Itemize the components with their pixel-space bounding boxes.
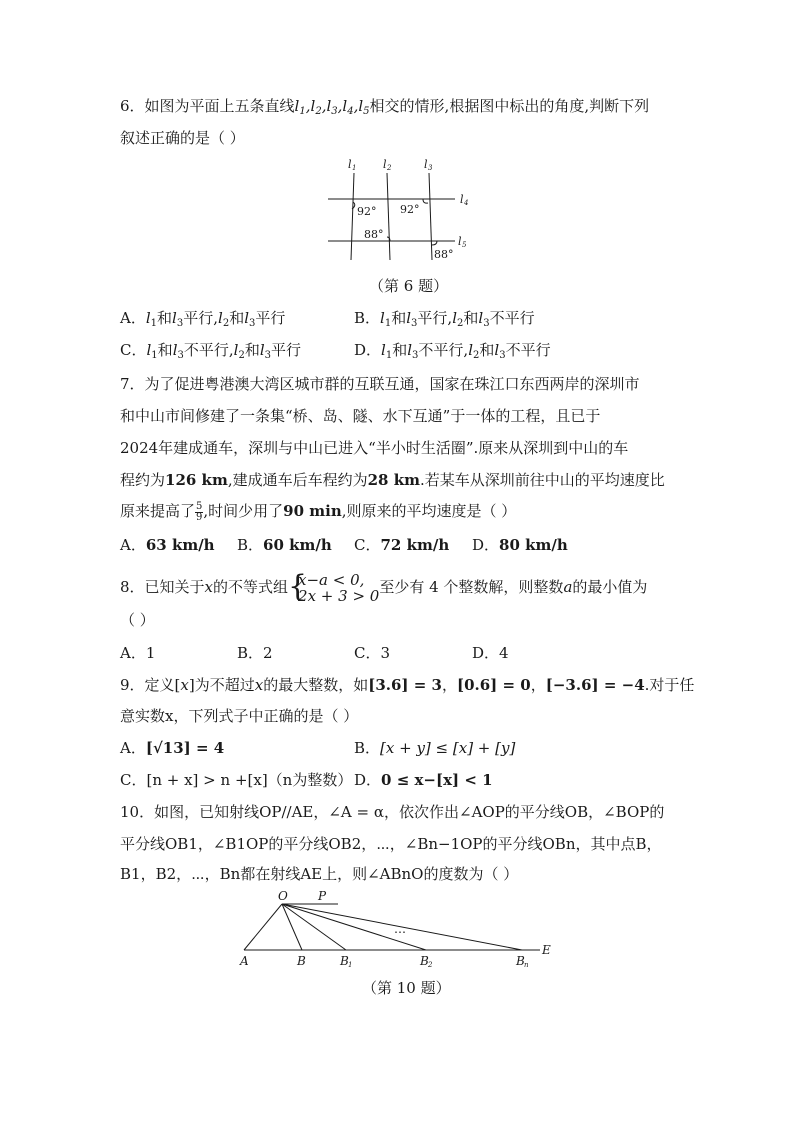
svg-text:1: 1: [352, 164, 357, 172]
q6-label-l4: l: [460, 193, 464, 206]
q10-label-b2: B: [420, 954, 429, 968]
q6-angle-2: 92°: [400, 203, 420, 216]
q9-option-b: B．[x + y] ≤ [x] + [y]: [354, 739, 516, 757]
q6-figure: [320, 155, 480, 267]
q9-example-1: [3.6] = 3: [368, 676, 442, 694]
svg-text:4: 4: [464, 199, 469, 207]
q8-option-d: D．4: [472, 644, 509, 662]
q6-lines-list: $l_1,l_2,l_3,l_4,l_5$: [294, 97, 370, 117]
q10-figure: [230, 888, 570, 970]
q7-option-a: A．63 km/h: [120, 536, 215, 554]
q7-distance-new: 28 km: [367, 471, 420, 489]
q6-line-l1: [351, 173, 354, 260]
svg-text:2: 2: [428, 961, 433, 969]
q6-stem-text: 6．如图为平面上五条直线: [120, 97, 295, 115]
q6-label-l2: l: [383, 158, 387, 171]
q10-segment-oa: [244, 904, 282, 950]
q6-label-l3: l: [424, 158, 428, 171]
q9-option-c: C．[n + x] > n +[x]（n为整数）: [120, 771, 353, 789]
q6-option-c: C．$l_1$和$l_3$不平行$,l_2$和$l_3$平行: [120, 341, 302, 361]
q8-option-a: A．1: [120, 644, 156, 662]
svg-text:5: 5: [462, 241, 467, 249]
q7-line2: 和中山市间修建了一条集“桥、岛、隧、水下互通”于一体的工程，且已于: [120, 407, 601, 425]
q6-line-l3: [429, 173, 432, 260]
q8-option-b: B．2: [237, 644, 273, 662]
q8-line2: （ ）: [120, 611, 155, 629]
q7-option-c: C．72 km/h: [354, 536, 450, 554]
q6-stem-line2: 叙述正确的是（ ）: [120, 129, 245, 147]
q7-line5: 原来提高了 $\frac{5}{9}$ ,时间少用了90 min,则原来的平均速度是（ ）: [120, 500, 517, 523]
q8-option-c: C．3: [354, 644, 391, 662]
q10-line3: B1，B2，⋯，Bn都在射线AE上，则∠ABnO的度数为（ ）: [120, 865, 519, 883]
q10-caption: （第 10 题）: [362, 979, 451, 997]
q10-label-b1: B: [340, 954, 349, 968]
q6-angle-4: 88°: [434, 248, 454, 261]
q6-option-b: B．$l_1$和$l_3$平行$,l_2$和$l_3$不平行: [354, 309, 535, 329]
q9-option-d: D．0 ≤ x−[x] < 1: [354, 771, 493, 789]
q9-line2: 意实数x，下列式子中正确的是（ ）: [120, 707, 359, 725]
q6-label-l1: l: [348, 158, 352, 171]
q10-label-p: P: [318, 889, 327, 903]
q6-option-d: D．$l_1$和$l_3$不平行$,l_2$和$l_3$不平行: [354, 341, 551, 361]
q7-line1: 7．为了促进粤港澳大湾区城市群的互联互通，国家在珠江口东西两岸的深圳市: [120, 375, 640, 393]
q6-caption: （第 6 题）: [369, 277, 449, 295]
q10-label-b: B: [297, 954, 306, 968]
q9-example-2: [0.6] = 0: [456, 676, 531, 694]
q6-angle-3: 88°: [364, 228, 384, 241]
q10-label-bn: B: [516, 954, 525, 968]
q6-angle-1: 92°: [357, 205, 377, 218]
q10-label-a: A: [240, 954, 249, 968]
q7-line4: 程约为126 km,建成通车后车程约为28 km.若某车从深圳前往中山的平均速度比: [120, 471, 665, 489]
q7-option-b: B．60 km/h: [237, 536, 332, 554]
q10-line1: 10．如图，已知射线OP//AE，∠A = α，依次作出∠AOP的平分线OB，∠BOP的: [120, 803, 665, 821]
q10-label-e: E: [542, 943, 551, 957]
q9-option-a: A．[√13] = 4: [120, 739, 225, 757]
q10-ellipsis: ⋯: [394, 925, 406, 939]
q9-line1: 9．定义[x]为不超过x的最大整数，如[3.6] = 3，[0.6] = 0，[−3.6] = −4.对于任: [120, 676, 695, 694]
q7-fraction: $\frac{5}{9}$: [196, 500, 203, 523]
q6-line-l2: [387, 173, 390, 260]
q6-stem-text-2: 相交的情形,根据图中标出的角度,判断下列: [369, 97, 650, 115]
q6-label-l5: l: [458, 235, 462, 248]
q10-line2: 平分线OB1，∠B1OP的平分线OB2，⋯，∠Bn−1OP的平分线OBn，其中点B，: [120, 835, 662, 853]
svg-text:2: 2: [387, 164, 392, 172]
q7-option-d: D．80 km/h: [472, 536, 568, 554]
q10-label-o: O: [278, 889, 288, 903]
q6-option-a: A．$l_1$和$l_3$平行$,l_2$和$l_3$平行: [120, 309, 286, 329]
q7-line3: 2024年建成通车，深圳与中山已进入“半小时生活圈”.原来从深圳到中山的车: [120, 439, 629, 457]
svg-text:1: 1: [348, 961, 353, 969]
svg-text:n: n: [524, 961, 529, 969]
svg-text:3: 3: [428, 164, 433, 172]
q8-line1: 8．已知关于x的不等式组 { x−a < 0, 2x + 3 > 0 至少有 4 个整数解，则整数a的最小值为: [120, 569, 648, 605]
q7-time-saved: 90 min: [283, 502, 342, 520]
q9-example-3: [−3.6] = −4: [545, 676, 645, 694]
q8-inequality-system: { x−a < 0, 2x + 3 > 0: [288, 569, 380, 605]
q7-distance-old: 126 km: [165, 471, 228, 489]
q6-stem-line1: [120, 96, 649, 122]
